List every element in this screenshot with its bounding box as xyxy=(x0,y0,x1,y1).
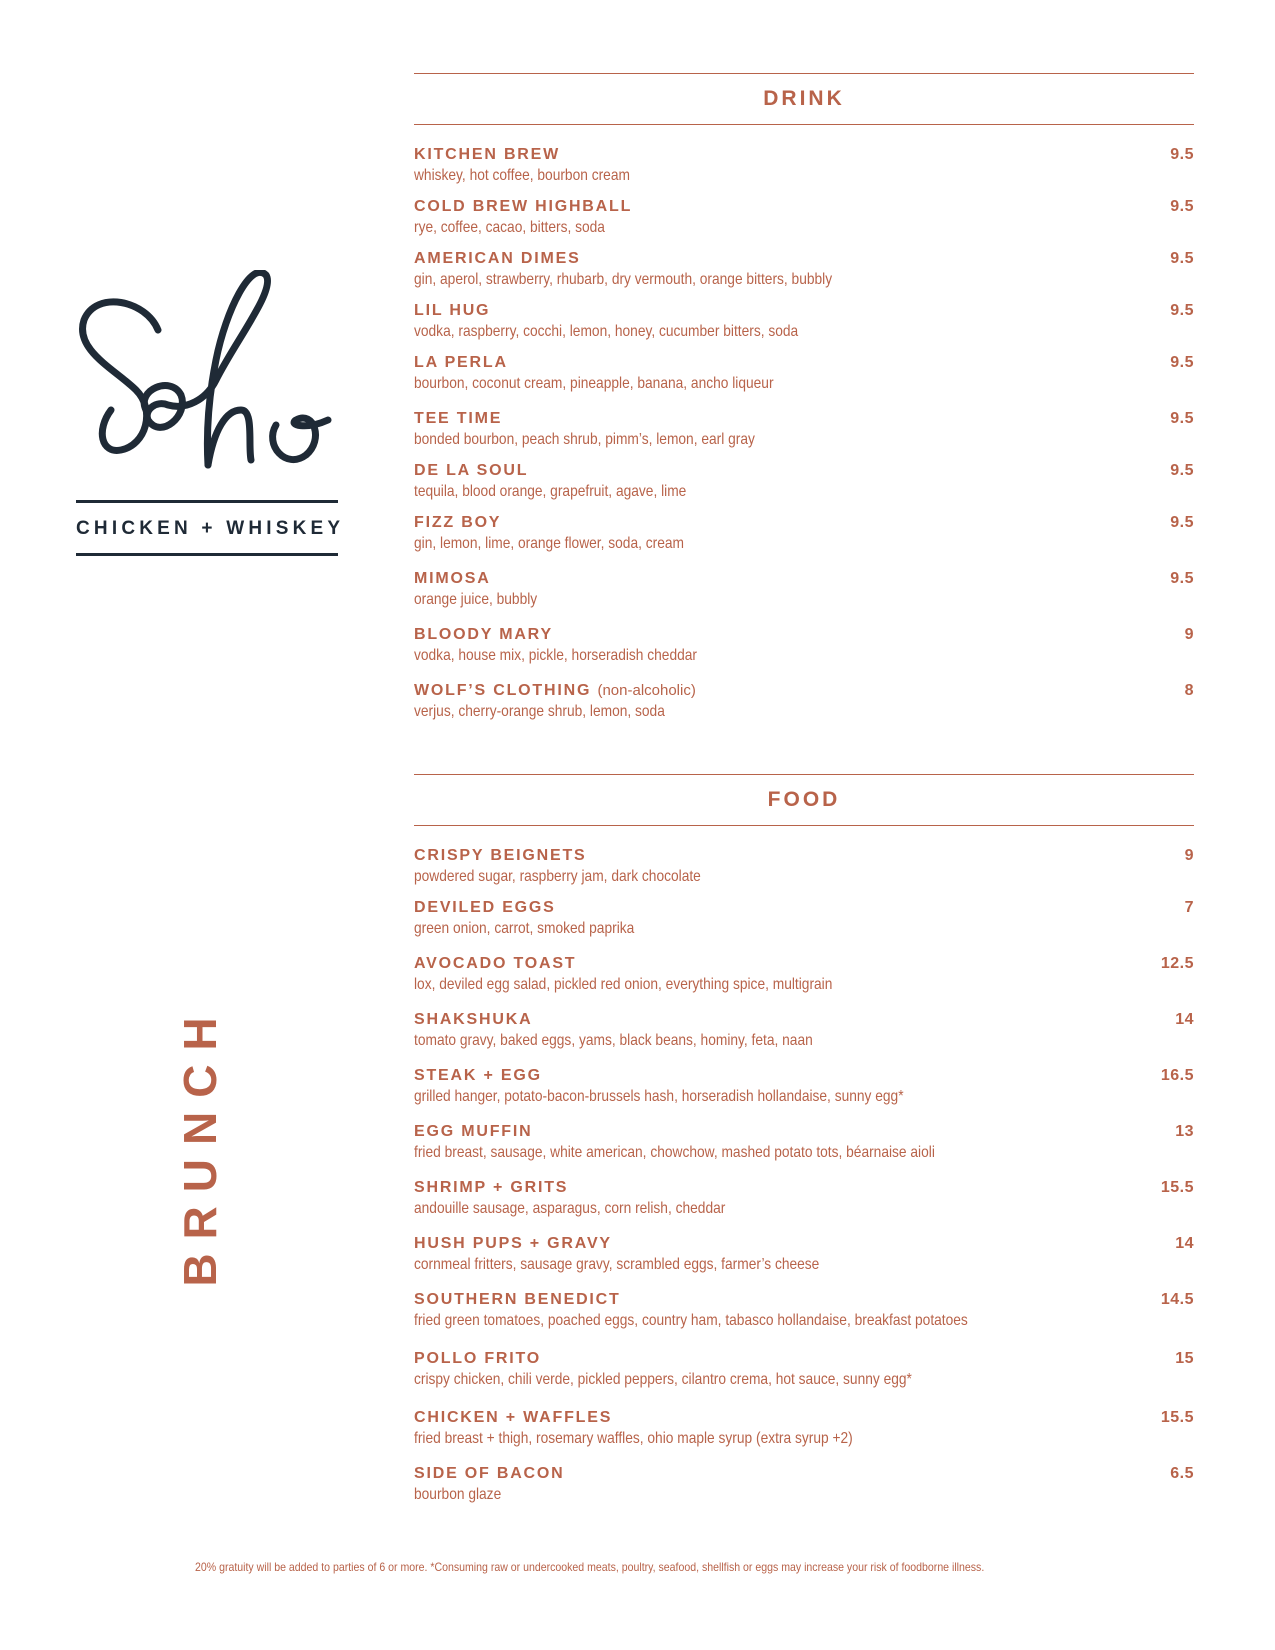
item-price: 12.5 xyxy=(1160,955,1194,972)
item-name xyxy=(414,846,1194,866)
menu-item xyxy=(414,249,1194,291)
item-name xyxy=(414,1408,1194,1428)
item-description: rye, coffee, cacao, bitters, soda xyxy=(414,219,605,236)
item-description: bourbon glaze xyxy=(414,1486,502,1503)
menu-item xyxy=(414,846,1194,888)
food-rule-bottom xyxy=(414,825,1194,826)
item-price: 9 xyxy=(1184,626,1194,643)
item-name-text: LIL HUG xyxy=(414,302,491,319)
menu-item xyxy=(414,1066,1194,1108)
item-price: 15 xyxy=(1175,1350,1194,1367)
item-name-text: SHRIMP + GRITS xyxy=(414,1179,569,1196)
item-description: andouille sausage, asparagus, corn relish, cheddar xyxy=(414,1200,726,1217)
item-price: 9.5 xyxy=(1170,146,1194,163)
item-price: 7 xyxy=(1184,899,1194,916)
drink-rule-bottom xyxy=(414,124,1194,125)
item-price: 14.5 xyxy=(1160,1291,1194,1308)
item-description: gin, lemon, lime, orange flower, soda, cream xyxy=(414,535,684,552)
item-name-text: AMERICAN DIMES xyxy=(414,250,581,267)
item-price: 15.5 xyxy=(1160,1179,1194,1196)
item-description: bonded bourbon, peach shrub, pimm’s, lemon, earl gray xyxy=(414,431,755,448)
item-price: 9 xyxy=(1184,847,1194,864)
item-description: tequila, blood orange, grapefruit, agave, lime xyxy=(414,483,687,500)
item-name-text: SOUTHERN BENEDICT xyxy=(414,1291,621,1308)
item-description: grilled hanger, potato-bacon-brussels hash, horseradish hollandaise, sunny egg* xyxy=(414,1088,904,1105)
soho-script-logo xyxy=(76,270,340,500)
item-name-text: COLD BREW HIGHBALL xyxy=(414,198,633,215)
item-name-text: DEVILED EGGS xyxy=(414,899,556,916)
item-description: vodka, house mix, pickle, horseradish cheddar xyxy=(414,647,697,664)
item-name xyxy=(414,1010,1194,1030)
menu-item xyxy=(414,569,1194,611)
item-price: 9.5 xyxy=(1170,302,1194,319)
item-description: crispy chicken, chili verde, pickled peppers, cilantro crema, hot sauce, sunny egg* xyxy=(414,1371,912,1388)
item-name xyxy=(414,513,1194,533)
menu-item xyxy=(414,625,1194,667)
food-heading: FOOD xyxy=(767,788,841,811)
item-price: 9.5 xyxy=(1170,570,1194,587)
menu-item xyxy=(414,353,1194,395)
item-name-text: DE LA SOUL xyxy=(414,462,529,479)
item-name xyxy=(414,301,1194,321)
menu-item xyxy=(414,145,1194,187)
item-description: vodka, raspberry, cocchi, lemon, honey, cucumber bitters, soda xyxy=(414,323,799,340)
item-price: 16.5 xyxy=(1160,1067,1194,1084)
menu-item xyxy=(414,898,1194,940)
item-name xyxy=(414,1122,1194,1142)
item-name xyxy=(414,461,1194,481)
tagline: CHICKEN + WHISKEY xyxy=(76,518,345,539)
item-description: gin, aperol, strawberry, rhubarb, dry vermouth, orange bitters, bubbly xyxy=(414,271,833,288)
menu-item xyxy=(414,954,1194,996)
menu-item xyxy=(414,1178,1194,1220)
item-price: 9.5 xyxy=(1170,462,1194,479)
item-name-text: POLLO FRITO xyxy=(414,1350,542,1367)
menu-item xyxy=(414,1122,1194,1164)
item-name xyxy=(414,954,1194,974)
vertical-brunch-label: BRUNCH xyxy=(174,1003,226,1287)
menu-item xyxy=(414,1010,1194,1052)
item-name xyxy=(414,249,1194,269)
item-name-text: HUSH PUPS + GRAVY xyxy=(414,1235,612,1252)
item-price: 14 xyxy=(1175,1235,1194,1252)
menu-item xyxy=(414,1464,1194,1506)
menu-item xyxy=(414,1290,1194,1332)
item-name-text: KITCHEN BREW xyxy=(414,146,561,163)
item-description: fried breast, sausage, white american, chowchow, mashed potato tots, béarnaise aioli xyxy=(414,1144,935,1161)
item-name-text: FIZZ BOY xyxy=(414,514,502,531)
item-description: bourbon, coconut cream, pineapple, banana, ancho liqueur xyxy=(414,375,774,392)
item-price: 9.5 xyxy=(1170,250,1194,267)
item-name xyxy=(414,898,1194,918)
item-description: verjus, cherry-orange shrub, lemon, soda xyxy=(414,703,665,720)
menu-item xyxy=(414,1234,1194,1276)
item-name-text: CRISPY BEIGNETS xyxy=(414,847,587,864)
item-description: fried breast + thigh, rosemary waffles, ohio maple syrup (extra syrup +2) xyxy=(414,1430,853,1447)
item-price: 9.5 xyxy=(1170,198,1194,215)
item-price: 6.5 xyxy=(1170,1465,1194,1482)
food-section xyxy=(414,774,1194,1506)
menu-item xyxy=(414,1349,1194,1391)
item-name-text: STEAK + EGG xyxy=(414,1067,542,1084)
item-name-text: BLOODY MARY xyxy=(414,626,553,643)
item-name-text: AVOCADO TOAST xyxy=(414,955,577,972)
item-description: green onion, carrot, smoked paprika xyxy=(414,920,635,937)
menu-item xyxy=(414,301,1194,343)
item-name xyxy=(414,409,1194,429)
item-description: orange juice, bubbly xyxy=(414,591,538,608)
item-name xyxy=(414,353,1194,373)
menu-item xyxy=(414,681,1194,723)
item-description: lox, deviled egg salad, pickled red onion, everything spice, multigrain xyxy=(414,976,833,993)
food-list xyxy=(414,846,1194,1506)
menu-item xyxy=(414,461,1194,503)
item-name-text: WOLF’S CLOTHING xyxy=(414,682,592,699)
item-name-text: MIMOSA xyxy=(414,570,491,587)
item-description: cornmeal fritters, sausage gravy, scrambled eggs, farmer’s cheese xyxy=(414,1256,820,1273)
item-price: 9.5 xyxy=(1170,514,1194,531)
menu-item xyxy=(414,409,1194,451)
item-name xyxy=(414,1290,1194,1310)
item-name-text: TEE TIME xyxy=(414,410,503,427)
item-name xyxy=(414,1178,1194,1198)
item-name xyxy=(414,681,1194,701)
item-price: 14 xyxy=(1175,1011,1194,1028)
item-description: whiskey, hot coffee, bourbon cream xyxy=(414,167,630,184)
item-name xyxy=(414,569,1194,589)
brand-logo xyxy=(76,270,345,556)
item-price: 9.5 xyxy=(1170,410,1194,427)
item-name-text: SIDE OF BACON xyxy=(414,1465,565,1482)
item-name-text: LA PERLA xyxy=(414,354,508,371)
item-price: 13 xyxy=(1175,1123,1194,1140)
item-note: (non-alcoholic) xyxy=(597,682,696,699)
item-description: powdered sugar, raspberry jam, dark chocolate xyxy=(414,868,701,885)
item-price: 9.5 xyxy=(1170,354,1194,371)
item-description: fried green tomatoes, poached eggs, country ham, tabasco hollandaise, breakfast potatoes xyxy=(414,1312,968,1329)
item-name xyxy=(414,1234,1194,1254)
footer-disclaimer: 20% gratuity will be added to parties of 6 or more. *Consuming raw or undercooked meats, poultry, seafood, shellfish or eggs may increase your risk of foodborne illness. xyxy=(195,1560,985,1574)
drink-section xyxy=(414,73,1194,723)
menu-item xyxy=(414,1408,1194,1450)
item-name xyxy=(414,625,1194,645)
item-name-text: SHAKSHUKA xyxy=(414,1011,533,1028)
logo-rule-bottom xyxy=(76,553,338,556)
item-name xyxy=(414,1349,1194,1369)
item-description: tomato gravy, baked eggs, yams, black beans, hominy, feta, naan xyxy=(414,1032,813,1049)
item-price: 8 xyxy=(1184,682,1194,699)
item-name xyxy=(414,145,1194,165)
item-name-text: CHICKEN + WAFFLES xyxy=(414,1409,613,1426)
drink-heading: DRINK xyxy=(763,87,845,110)
item-name xyxy=(414,1066,1194,1086)
menu-item xyxy=(414,513,1194,555)
menu-item xyxy=(414,197,1194,239)
item-price: 15.5 xyxy=(1160,1409,1194,1426)
item-name xyxy=(414,197,1194,217)
item-name-text: EGG MUFFIN xyxy=(414,1123,533,1140)
drink-list xyxy=(414,145,1194,723)
item-name xyxy=(414,1464,1194,1484)
